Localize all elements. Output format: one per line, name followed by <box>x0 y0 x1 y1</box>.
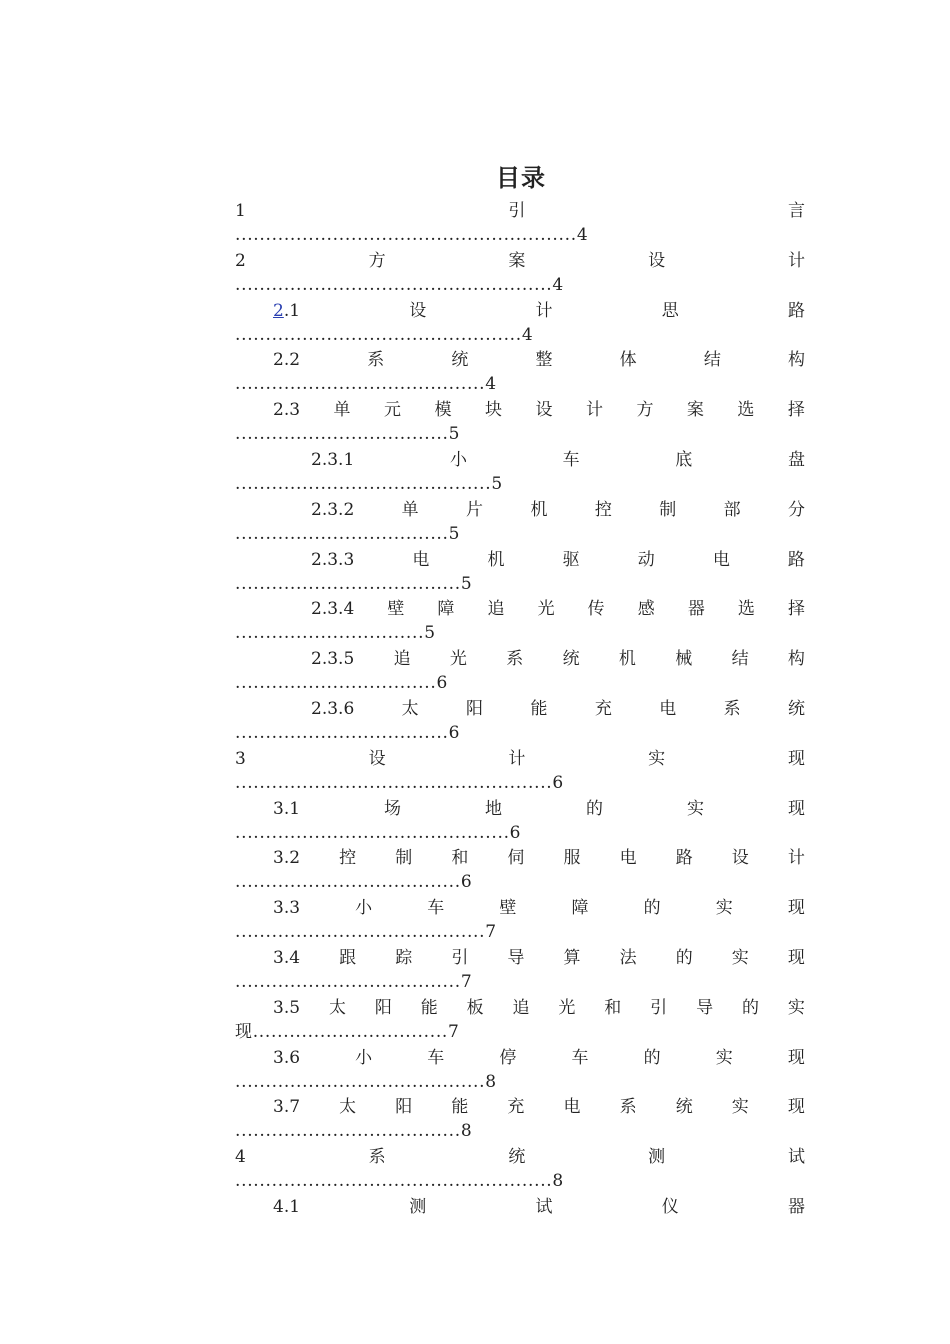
toc-entry-title-char: 计 <box>508 748 526 769</box>
toc-entry-title-char: 踪 <box>395 948 413 968</box>
toc-entry-heading <box>311 647 805 671</box>
toc-entry[interactable] <box>235 1046 805 1096</box>
page-number: 7 <box>448 1021 459 1042</box>
toc-entry-number: 4 <box>235 1147 246 1168</box>
toc-entry-title-char: 器 <box>787 1197 805 1217</box>
toc-entry-number: 2.2 <box>273 350 301 371</box>
toc-entry-title-char: 车 <box>571 1047 589 1068</box>
toc-entry-title-char: 分 <box>788 499 805 520</box>
toc-entry-number: 2.3.4 <box>311 599 355 620</box>
toc-entry-title-char: 追 <box>487 599 505 620</box>
toc-entry-heading <box>273 1195 805 1219</box>
toc-entry-title-char: 片 <box>466 499 484 520</box>
toc-entry-title-char: 的 <box>675 948 693 968</box>
toc-entry-title-char: 块 <box>484 400 502 421</box>
toc-entry-number: 3 <box>235 748 246 769</box>
toc-entry-title-char: 太 <box>328 997 346 1018</box>
page-number: 8 <box>485 1071 497 1092</box>
dot-leader: ......................................... <box>235 374 486 395</box>
toc-entry-number: 3.3 <box>273 898 301 919</box>
toc-entry[interactable] <box>235 946 805 996</box>
toc-entry-heading <box>273 797 805 821</box>
toc-entry-title-char: 追 <box>512 997 530 1018</box>
page-number: 6 <box>460 872 472 893</box>
toc-entry[interactable] <box>235 548 805 598</box>
toc-entry-title-char: 计 <box>787 250 805 271</box>
toc-entry-title-char: 部 <box>723 499 741 520</box>
toc-entry-title-char: 引 <box>508 201 526 221</box>
toc-entry-title-char: 系 <box>368 1147 386 1168</box>
toc-entry-title-char: 实 <box>731 1097 749 1118</box>
toc-entry-title-char: 结 <box>731 649 749 670</box>
dot-leader: ................................... <box>235 424 449 445</box>
toc-entry-title-char: 地 <box>485 798 503 819</box>
page-number: 6 <box>552 772 564 793</box>
toc-entry-title-char: 择 <box>787 599 805 620</box>
toc-entry-number: 2.3.1 <box>311 450 355 470</box>
toc-entry-title-char: 充 <box>594 699 612 719</box>
toc-entry-heading <box>311 448 805 472</box>
toc-entry-title-char: 追 <box>393 649 411 670</box>
toc-entry-title-char: 导 <box>696 997 714 1018</box>
dot-leader: ................................ <box>252 1021 449 1042</box>
toc-entry-title-char: 设 <box>409 300 427 321</box>
toc-number-rest: .1 <box>283 300 301 321</box>
toc-entry-title-char: 光 <box>537 599 555 620</box>
toc-entry-title-char: 设 <box>731 848 749 869</box>
toc-entry-title-char: 路 <box>675 848 693 869</box>
toc-entry-heading <box>273 1095 805 1119</box>
toc-entry-title-char: 板 <box>466 997 484 1018</box>
page-number: 8 <box>552 1171 564 1192</box>
page-number: 4 <box>552 274 564 295</box>
toc-entry-heading <box>235 249 805 273</box>
toc-entry-title-char: 实 <box>731 948 749 968</box>
toc-entry-title-char: 车 <box>427 1047 445 1068</box>
dot-leader: ..................................... <box>235 573 461 594</box>
toc-entry-title-char: 案 <box>508 250 526 271</box>
toc-entry-title-char: 现 <box>787 1097 805 1118</box>
toc-entry-title-char: 和 <box>451 848 469 869</box>
toc-entry-title-char: 阳 <box>395 1097 413 1118</box>
toc-entry-title-char: 阳 <box>466 699 484 719</box>
toc-entry-title-char: 机 <box>530 499 548 520</box>
toc-entry-title-char: 统 <box>562 649 580 670</box>
toc-entry-title-char: 电 <box>412 549 430 570</box>
dot-leader: ..................................... <box>235 972 461 992</box>
toc-entry-number: 4.1 <box>273 1197 301 1217</box>
toc-entry-title-char: 构 <box>787 350 805 371</box>
toc-entry-number <box>273 299 300 323</box>
toc-entry-number: 3.4 <box>273 948 301 968</box>
page-number: 5 <box>448 424 460 445</box>
toc-entry-leader <box>235 621 435 645</box>
page-number: 6 <box>448 723 460 743</box>
dot-leader: ......................................... <box>235 922 486 943</box>
toc-entry-title-char: 电 <box>659 699 677 719</box>
toc-entry-title-char: 导 <box>507 948 525 968</box>
toc-entry-title-char: 驱 <box>562 549 580 570</box>
toc-entry-title-char: 能 <box>451 1097 469 1118</box>
dot-leader: ................................. <box>235 673 437 694</box>
toc-entry-number: 1 <box>235 201 246 221</box>
dot-leader: .................................................... <box>235 274 553 295</box>
page-number: 5 <box>424 623 436 644</box>
toc-entry-title-char: 现 <box>787 898 805 919</box>
toc-entry-heading <box>273 846 805 870</box>
toc-entry-title-char: 现 <box>787 948 805 968</box>
toc-entry-title-char: 构 <box>787 649 805 670</box>
toc-entry-title-char: 单 <box>333 400 351 421</box>
dot-leader: ......................................... <box>235 1071 486 1092</box>
dot-leader: ........................................................ <box>235 225 577 245</box>
toc-entry-heading <box>311 697 805 721</box>
toc-entry-title-tail: 现 <box>235 1021 253 1042</box>
toc-entry-leader <box>235 323 533 347</box>
toc-entry[interactable] <box>235 996 805 1046</box>
toc-entry-title-char: 方 <box>368 250 386 271</box>
toc-entry-leader <box>235 1020 459 1044</box>
toc-entry-title-char: 案 <box>686 400 704 421</box>
toc-entry-title-char: 阳 <box>374 997 392 1018</box>
toc-entry-title-char: 服 <box>563 848 581 869</box>
toc-entry-title-char: 传 <box>587 599 605 620</box>
toc-entry-title-char: 动 <box>637 549 655 570</box>
toc-entry-title-char: 体 <box>619 350 637 371</box>
dot-leader: ............................................. <box>235 822 510 843</box>
toc-entry-leader <box>235 771 563 795</box>
toc-entry-title-char: 单 <box>401 499 419 520</box>
page-number: 4 <box>485 374 497 395</box>
toc-entry-number: 3.1 <box>273 798 301 819</box>
toc-entry-title-char: 壁 <box>499 898 517 919</box>
toc-entry-leader <box>235 472 502 496</box>
toc-entry-number: 2.3.6 <box>311 699 355 719</box>
toc-entry[interactable] <box>235 1195 805 1245</box>
toc-entry-title-char: 的 <box>741 997 759 1018</box>
toc-entry-title-char: 电 <box>712 549 730 570</box>
toc-entry-title-char: 光 <box>558 997 576 1018</box>
toc-entry[interactable] <box>235 1145 805 1195</box>
toc-entry-title-char: 械 <box>675 649 693 670</box>
toc-entry-number: 2 <box>235 250 246 271</box>
toc-entry[interactable] <box>235 199 805 249</box>
page-number: 4 <box>521 324 533 345</box>
toc-entry-title-char: 电 <box>619 848 637 869</box>
toc-entry-title-char: 实 <box>715 1047 733 1068</box>
toc-entry[interactable] <box>235 896 805 946</box>
toc-entry-title-char: 系 <box>367 350 385 371</box>
toc-entry-title-char: 思 <box>661 300 679 321</box>
toc-entry-title-char: 试 <box>535 1197 553 1217</box>
toc-entry-title-char: 小 <box>355 898 373 919</box>
page-number: 4 <box>576 225 588 245</box>
toc-entry-leader <box>235 522 459 546</box>
toc-entry-title-char: 计 <box>535 300 553 321</box>
toc-entry-heading <box>235 747 805 771</box>
toc-entry-title-char: 统 <box>788 699 805 719</box>
toc-entry-title-char: 能 <box>420 997 438 1018</box>
toc-entry[interactable] <box>235 647 805 697</box>
dot-leader: ............................................... <box>235 324 522 345</box>
toc-entry[interactable] <box>235 299 805 349</box>
toc-entry[interactable] <box>235 1095 805 1145</box>
toc-entry-title-char: 选 <box>737 400 755 421</box>
toc-entry-leader <box>235 1169 563 1193</box>
toc-entry-leader <box>235 422 459 446</box>
toc-entry-title-char: 引 <box>451 948 469 968</box>
page-number: 6 <box>509 822 521 843</box>
toc-entry[interactable] <box>235 348 805 398</box>
toc-entry-leader <box>235 372 496 396</box>
toc-entry-title-char: 车 <box>562 450 580 470</box>
toc-entry-title-char: 试 <box>787 1147 805 1168</box>
toc-entry-number: 3.2 <box>273 848 301 869</box>
toc-entry-title-char: 模 <box>434 400 452 421</box>
toc-entry-leader <box>235 223 588 247</box>
toc-entry-title-char: 场 <box>384 798 402 819</box>
toc-entry-title-char: 跟 <box>339 948 357 968</box>
toc-entry-title-char: 结 <box>703 350 721 371</box>
toc-entry-title-char: 障 <box>437 599 455 620</box>
toc-entry-title-char: 测 <box>648 1147 666 1168</box>
toc-entry-title-char: 壁 <box>387 599 405 620</box>
toc-entry-title-char: 元 <box>384 400 402 421</box>
toc-entry-title-char: 太 <box>339 1097 357 1118</box>
toc-entry-title-char: 计 <box>585 400 603 421</box>
dot-leader: .......................................... <box>235 474 492 494</box>
toc-entry-number: 3.5 <box>273 997 301 1018</box>
toc-entry-leader <box>235 273 563 297</box>
toc-entry-title-char: 控 <box>339 848 357 869</box>
toc-entry-title-char: 控 <box>594 499 612 520</box>
toc-entry-title-char: 小 <box>449 450 467 470</box>
toc-entry-title-char: 光 <box>449 649 467 670</box>
toc-entry[interactable] <box>235 697 805 747</box>
toc-entry-title-char: 实 <box>715 898 733 919</box>
toc-entry[interactable] <box>235 249 805 299</box>
toc-entry-title-char: 现 <box>787 798 805 819</box>
page-number: 5 <box>448 523 460 544</box>
toc-entry-title-char: 和 <box>604 997 622 1018</box>
toc-entry-leader <box>235 920 496 944</box>
toc-entry-title-char: 停 <box>499 1047 517 1068</box>
toc-entry-title-char: 路 <box>787 549 805 570</box>
toc-entry-title-char: 机 <box>618 649 636 670</box>
toc-entry-heading <box>273 1046 805 1070</box>
toc-entry-title-char: 系 <box>723 699 741 719</box>
toc-entry[interactable] <box>235 597 805 647</box>
toc-entry-title-char: 整 <box>535 350 553 371</box>
toc-entry-title-char: 实 <box>686 798 704 819</box>
toc-entry-title-char: 设 <box>648 250 666 271</box>
toc-entry-title-char: 电 <box>563 1097 581 1118</box>
toc-entry-title-char: 制 <box>395 848 413 869</box>
toc-entry-title-char: 设 <box>368 748 386 769</box>
dot-leader: ..................................... <box>235 1121 461 1142</box>
toc-entry-heading <box>311 498 805 522</box>
dot-leader: .................................................... <box>235 1171 553 1192</box>
dot-leader: ..................................... <box>235 872 461 893</box>
toc-entry-heading <box>273 398 805 422</box>
toc-entry-title-char: 系 <box>506 649 524 670</box>
toc-entry-title-char: 盘 <box>787 450 805 470</box>
toc-entry-title-char: 统 <box>675 1097 693 1118</box>
toc-entry-title-char: 统 <box>508 1147 526 1168</box>
toc-entry-title-char: 路 <box>788 300 805 321</box>
toc-entry-leader <box>235 870 472 894</box>
toc-entry-title-char: 感 <box>637 599 655 620</box>
toc-entry-title-char: 制 <box>659 499 677 520</box>
toc-entry-title-char: 方 <box>636 400 654 421</box>
toc-entry[interactable] <box>235 448 805 498</box>
toc-entry-leader <box>235 1119 472 1143</box>
toc-entry-title-char: 的 <box>643 1047 661 1068</box>
toc-entry-heading <box>273 896 805 920</box>
toc-entry-number: 2.3.2 <box>311 499 355 520</box>
toc-entry-number: 3.7 <box>273 1097 301 1118</box>
toc-entry-heading <box>235 199 805 223</box>
toc-entry-title-char: 器 <box>687 599 705 620</box>
toc-entry-title-char: 机 <box>487 549 505 570</box>
toc-number-link[interactable]: 2 <box>273 300 284 321</box>
toc-entry-title-char: 伺 <box>507 848 525 869</box>
toc-entry-title-char: 设 <box>535 400 553 421</box>
toc-entry-number: 2.3.5 <box>311 649 355 670</box>
toc-entry[interactable] <box>235 398 805 448</box>
toc-entry-heading <box>273 946 805 970</box>
toc-entry-title-char: 车 <box>427 898 445 919</box>
toc-entry-heading <box>273 996 805 1020</box>
toc-entry-number: 2.3 <box>273 400 301 421</box>
toc-entry[interactable] <box>235 797 805 847</box>
toc-entry-title-char: 选 <box>737 599 755 620</box>
toc-entry-title-char: 现 <box>787 1047 805 1068</box>
toc-entry-leader <box>235 721 459 745</box>
toc-entry-title-char: 统 <box>451 350 469 371</box>
toc-entry-title-char: 充 <box>507 1097 525 1118</box>
toc-title: 目录 <box>496 164 546 192</box>
page-number: 8 <box>460 1121 472 1142</box>
toc-entry-title-char: 的 <box>643 898 661 919</box>
toc-entry-number: 3.6 <box>273 1047 301 1068</box>
toc-entry-title-char: 引 <box>650 997 668 1018</box>
toc-entry-title-char: 仪 <box>661 1197 679 1217</box>
toc-entry-title-char: 算 <box>563 948 581 968</box>
toc-entry-title-char: 择 <box>787 400 805 421</box>
toc-entry-title-char: 实 <box>648 748 666 769</box>
toc-entry-title-char: 底 <box>675 450 693 470</box>
toc-entry-title-char: 障 <box>571 898 589 919</box>
toc-entry-heading <box>311 597 805 621</box>
toc-entry[interactable] <box>235 747 805 797</box>
toc-entry-title-char: 太 <box>401 699 419 719</box>
toc-entry-title-char: 言 <box>787 201 805 221</box>
toc-entry-title-char: 系 <box>619 1097 637 1118</box>
toc-entry-title-char: 实 <box>787 997 805 1018</box>
toc-entry-heading <box>273 348 805 372</box>
toc-entry-title-char: 计 <box>787 848 805 869</box>
toc-entry-leader <box>235 970 472 994</box>
page-number: 5 <box>460 573 472 594</box>
toc-entry[interactable] <box>235 846 805 896</box>
toc-entry-number: 2.3.3 <box>311 549 355 570</box>
toc-entry-leader <box>235 821 521 845</box>
dot-leader: ............................... <box>235 623 425 644</box>
page-number: 7 <box>485 922 497 943</box>
toc-entry-title-char: 能 <box>530 699 548 719</box>
toc-entry-heading <box>235 1145 805 1169</box>
toc-entry[interactable] <box>235 498 805 548</box>
toc-entry-title-char: 测 <box>409 1197 427 1217</box>
toc-entry-title-char: 法 <box>619 948 637 968</box>
toc-entry-title-char: 现 <box>787 748 805 769</box>
toc-entry-heading <box>311 548 805 572</box>
toc-entry-heading <box>273 299 805 323</box>
toc-entry-title-char: 小 <box>355 1047 373 1068</box>
dot-leader: .................................................... <box>235 772 553 793</box>
page-number: 7 <box>460 972 472 992</box>
dot-leader: ................................... <box>235 723 449 743</box>
page-number: 5 <box>491 474 503 494</box>
toc-entry-title-char: 的 <box>586 798 603 819</box>
toc-entry-leader <box>235 1070 496 1094</box>
toc-entry-leader <box>235 572 472 596</box>
dot-leader: ................................... <box>235 523 449 544</box>
toc-entry-leader <box>235 671 447 695</box>
page-number: 6 <box>436 673 448 694</box>
